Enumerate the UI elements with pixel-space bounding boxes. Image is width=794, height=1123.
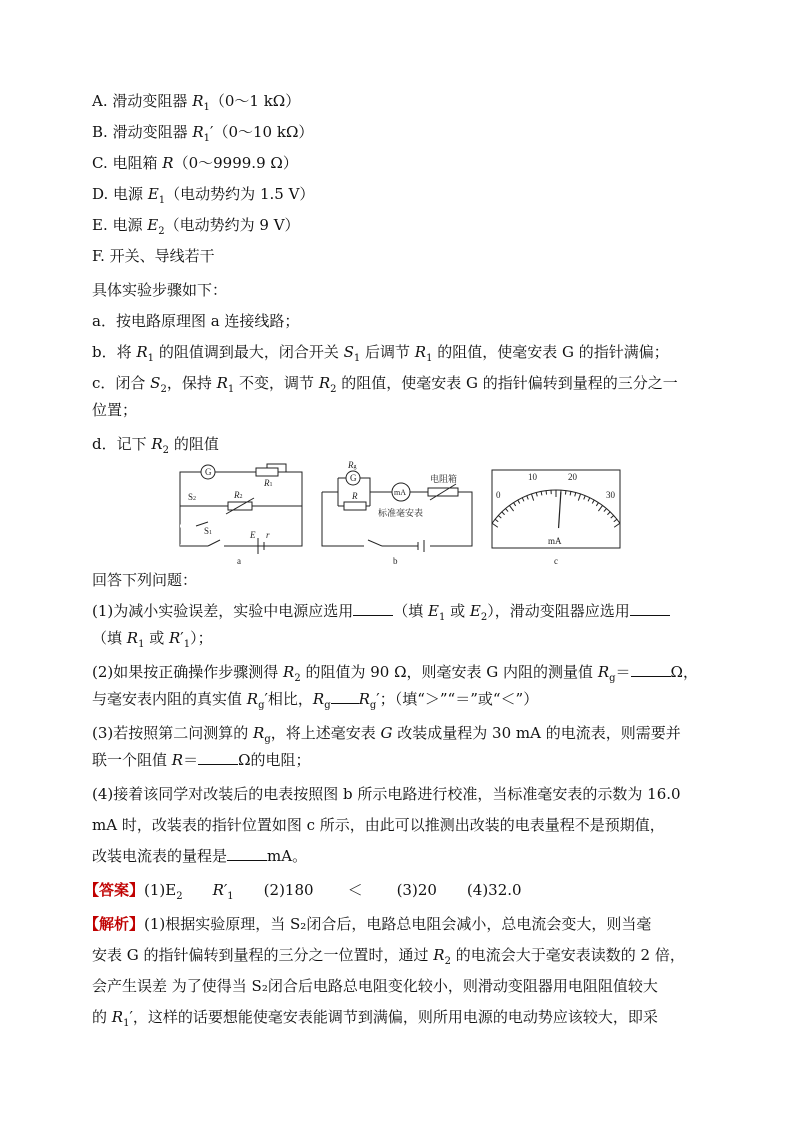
svg-text:30: 30 <box>606 490 615 500</box>
dial-tick <box>614 519 617 521</box>
question-4: (4)接着该同学对改装后的电表按照图 b 所示电路进行校准，当标准毫安表的示数为 16.0 <box>92 785 681 803</box>
question-2-cont: 与毫安表内阻的真实值 $R_g'$相比，$R_g$ $R_g'$；（填“＞”“＝”或“＜”） <box>92 690 539 711</box>
svg-text:10: 10 <box>528 472 537 482</box>
svg-text:Rg: Rg <box>348 460 357 470</box>
dial-tick <box>584 496 585 500</box>
dial-tick <box>588 498 590 502</box>
dial-tick <box>598 505 602 511</box>
dial-tick <box>611 515 614 518</box>
dial-tick <box>536 493 537 497</box>
svg-text:R1: R1 <box>264 478 273 488</box>
svg-text:20: 20 <box>568 472 577 482</box>
dial-tick <box>514 503 516 506</box>
svg-text:G: G <box>350 473 357 483</box>
fig-a-caption: a <box>237 556 241 566</box>
question-2: (2)如果按正确操作步骤测得 $R_2$ 的阻值为 90 Ω，则毫安表 G 内阻的测量值 $R_g= \Omega$， <box>92 663 698 684</box>
answer-line: 【答案】$(1)E_2$ $R'_1$ (2)180 ＜ (3)20 (4)32.0 <box>84 881 522 902</box>
analysis-line-3: 会产生误差 为了使得当 S₂闭合后电路总电阻变化较小，则滑动变阻器用电阻阻值较大 <box>92 977 658 995</box>
svg-text:标准毫安表: 标准毫安表 <box>378 508 424 518</box>
dial-tick <box>596 503 598 506</box>
dial-tick <box>592 500 594 503</box>
circuit-figure-a <box>180 464 302 554</box>
step-b: b．将 $R_1$ 的阻值调到最大，闭合开关 $S_1$ 后调节 $R_1$ 的阻值，使毫安表 G 的指针满偏； <box>92 343 669 364</box>
analysis-line-4: 的 $R_1'$，这样的话要想能使毫安表能调节到满偏，则所用电源的电动势应该较大，即采 <box>92 1008 658 1029</box>
dial-tick <box>498 515 501 518</box>
svg-text:mA: mA <box>394 488 406 497</box>
step-a: a．按电路原理图 a 连接线路； <box>92 312 300 330</box>
fig-a-g-label: G <box>205 467 212 477</box>
steps-intro: 具体实验步骤如下： <box>92 281 228 299</box>
equipment-item: F. 开关、导线若干 <box>92 247 215 265</box>
dial-tick <box>565 491 566 495</box>
dial-tick <box>531 494 533 501</box>
svg-text:mA: mA <box>548 536 562 546</box>
circuit-figures <box>168 460 628 568</box>
equipment-item: A. 滑动变阻器 $R_1(0\sim 1$ kΩ） <box>92 92 301 113</box>
fig-a-s2-label: S2 <box>188 492 197 502</box>
svg-text:S1: S1 <box>204 526 213 536</box>
equipment-item: C. 电阻箱 R（0～9999.9 Ω） <box>92 154 298 172</box>
dial-needle <box>559 492 561 528</box>
dial-tick <box>527 496 528 500</box>
svg-text:0: 0 <box>496 490 501 500</box>
dial-tick <box>570 491 571 495</box>
svg-text:R: R <box>352 491 358 501</box>
analysis-line-1: 【解析】(1)根据实验原理，当 S₂闭合后，电路总电阻会减小，总电流会变大，则当毫 <box>84 915 652 933</box>
svg-text:电阻箱: 电阻箱 <box>430 474 458 484</box>
dial-tick <box>541 491 542 495</box>
dial-tick <box>607 512 610 515</box>
dial-tick <box>495 519 498 521</box>
step-d: d．记下 $R_2$ 的阻值 <box>92 435 219 456</box>
dial-tick <box>614 523 620 527</box>
equipment-item: B. 滑动变阻器 $R_1'(0\sim 10$ kΩ） <box>92 123 314 144</box>
dial-tick <box>546 491 547 495</box>
dial-tick <box>502 512 505 515</box>
dial-tick <box>492 523 498 527</box>
answer-intro: 回答下列问题： <box>92 571 198 589</box>
dial-tick <box>578 494 580 501</box>
dial-tick <box>575 493 576 497</box>
analysis-line-2: 安表 G 的指针偏转到量程的三分之一位置时，通过 $R_2$ 的电流会大于毫安表读数的 2 倍， <box>92 946 685 967</box>
question-4-cont2: 改装电流表的量程是 mA。 <box>92 847 308 865</box>
equipment-item: D. 电源 $E_1$（电动势约为 1.5 V） <box>92 185 315 206</box>
question-3: (3)若按照第二问测算的 $R_g$，将上述毫安表 G 改装成量程为 30 mA 的电流表，则需要并 <box>92 724 681 745</box>
step-c: c．闭合 $S_2$，保持 $R_1$ 不变，调节 $R_2$ 的阻值，使毫安表 G 的指针偏转到量程的三分之一 <box>92 374 678 395</box>
dial-tick <box>604 509 607 512</box>
svg-text:r: r <box>266 530 270 540</box>
svg-text:R2: R2 <box>234 490 243 500</box>
dial-tick <box>509 505 513 511</box>
question-4-cont: mA 时，改装表的指针位置如图 c 所示，由此可以推测出改装的电表量程不是预期值， <box>92 816 665 834</box>
fig-b-caption: b <box>393 556 398 566</box>
dial-tick <box>518 500 520 503</box>
svg-text:E: E <box>250 530 256 540</box>
dial-tick <box>522 498 524 502</box>
question-1-cont: （填 $R_1$ 或 $R'_1$）； <box>92 629 213 650</box>
question-3-cont: 联一个阻值 R＝ Ω的电阻； <box>92 751 311 769</box>
question-1: (1)为减小实验误差，实验中电源应选用 （填 $E_1$ 或 $E_2$），滑动变阻器应选用 <box>92 601 712 628</box>
dial-tick <box>506 509 509 512</box>
step-c-cont: 位置； <box>92 401 138 419</box>
equipment-item: E. 电源 $E_2$（电动势约为 9 V） <box>92 216 300 237</box>
fig-c-caption: c <box>554 556 558 566</box>
